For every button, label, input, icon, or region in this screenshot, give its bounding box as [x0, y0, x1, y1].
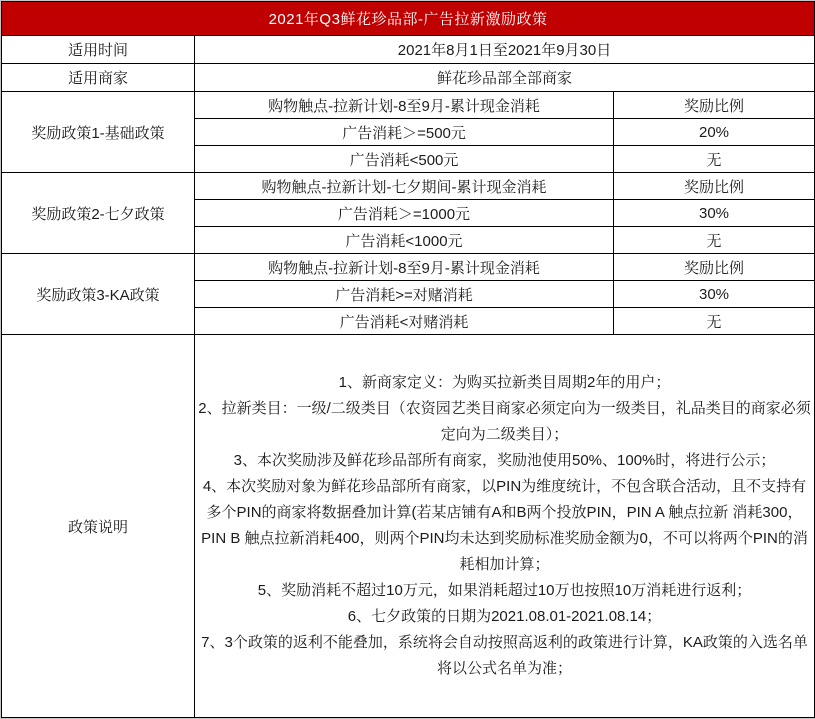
apply-time-label: 适用时间	[2, 36, 195, 64]
table-row	[2, 335, 815, 718]
policy-2-condition-2: 广告消耗<1000元	[195, 227, 614, 254]
table-row	[2, 64, 815, 92]
notes-item-3: 3、本次奖励涉及鲜花珍品部所有商家，奖励池使用50%、100%时，将进行公示；	[233, 452, 776, 469]
apply-time-value: 2021年8月1日至2021年9月30日	[195, 36, 815, 64]
policy-2-ratio-2: 无	[614, 227, 815, 254]
policy-1-condition-1: 广告消耗＞=500元	[195, 119, 614, 146]
table-row	[2, 254, 815, 281]
policy-3-label: 奖励政策3-KA政策	[2, 254, 195, 335]
notes-label: 政策说明	[2, 335, 195, 718]
policy-table	[1, 1, 815, 718]
policy-1-condition-2: 广告消耗<500元	[195, 146, 614, 173]
policy-3-condition-1: 广告消耗>=对赌消耗	[195, 281, 614, 308]
policy-3-ratio-1: 30%	[614, 281, 815, 308]
table-row	[2, 173, 815, 200]
policy-1-label: 奖励政策1-基础政策	[2, 92, 195, 173]
policy-1-ratio-2: 无	[614, 146, 815, 173]
policy-2-condition-1: 广告消耗＞=1000元	[195, 200, 614, 227]
policy-3-metric: 购物触点-拉新计划-8至9月-累计现金消耗	[195, 254, 614, 281]
policy-1-metric: 购物触点-拉新计划-8至9月-累计现金消耗	[195, 92, 614, 119]
policy-1-ratio-1: 20%	[614, 119, 815, 146]
apply-merchant-value: 鲜花珍品部全部商家	[195, 64, 815, 92]
page-title: 2021年Q3鲜花珍品部-广告拉新激励政策	[2, 2, 815, 36]
notes-item-7: 7、3个政策的返利不能叠加，系统将会自动按照高返利的政策进行计算，KA政策的入选名单将以公式名单为准；	[201, 634, 808, 677]
policy-3-condition-2: 广告消耗<对赌消耗	[195, 308, 614, 335]
table-row	[2, 92, 815, 119]
notes-item-6: 6、七夕政策的日期为2021.08.01-2021.08.14；	[347, 608, 662, 625]
policy-2-metric: 购物触点-拉新计划-七夕期间-累计现金消耗	[195, 173, 614, 200]
policy-3-ratio-header: 奖励比例	[614, 254, 815, 281]
policy-2-label: 奖励政策2-七夕政策	[2, 173, 195, 254]
notes-item-2: 2、拉新类目：一级/二级类目（农资园艺类目商家必须定向为一级类目，礼品类目的商家必须定向为二级类目）；	[198, 400, 811, 443]
policy-1-ratio-header: 奖励比例	[614, 92, 815, 119]
policy-3-ratio-2: 无	[614, 308, 815, 335]
apply-merchant-label: 适用商家	[2, 64, 195, 92]
notes-cell	[195, 335, 815, 718]
policy-2-ratio-1: 30%	[614, 200, 815, 227]
notes-item-5: 5、奖励消耗不超过10万元，如果消耗超过10万也按照10万消耗进行返利；	[257, 582, 752, 599]
table-row	[2, 36, 815, 64]
policy-2-ratio-header: 奖励比例	[614, 173, 815, 200]
notes-item-4: 4、本次奖励对象为鲜花珍品部所有商家，以PIN为维度统计，不包含联合活动，且不支持有多个PIN的商家将数据叠加计算(若某店铺有A和B两个投放PIN，PIN A 触点拉新 消耗300，PIN B 触点拉新消耗400，则两个PIN均未达到奖励标准奖励金额为0，不可以将两个PIN的消耗相加计算；	[201, 478, 808, 573]
notes-item-1: 1、新商家定义：为购买拉新类目周期2年的用户；	[338, 374, 671, 391]
